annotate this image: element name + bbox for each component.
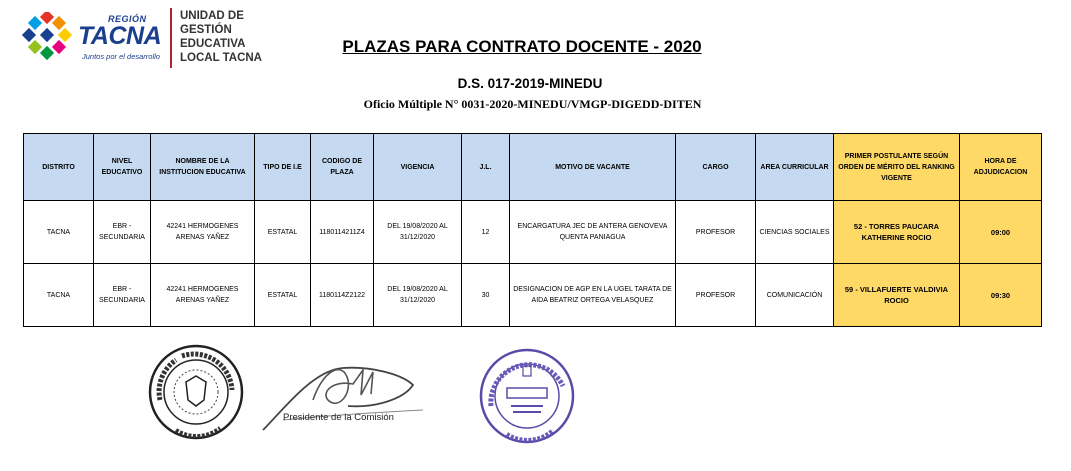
cell-tipo: ESTATAL (255, 264, 311, 327)
cell-jl: 30 (462, 264, 510, 327)
table-row (24, 201, 1042, 264)
page-title (0, 37, 1040, 57)
oficio-reference: Oficio Múltiple N° 0031-2020-MINEDU/VMGP-DIGEDD-DITEN (363, 97, 702, 111)
cell-cargo: PROFESOR (676, 264, 756, 327)
cell-jl: 12 (462, 201, 510, 264)
cell-institucion: 42241 HERMOGENES ARENAS YAÑEZ (151, 201, 255, 264)
cell-institucion: 42241 HERMOGENES ARENAS YAÑEZ (151, 264, 255, 327)
col-header-tipo: TIPO DE I.E (255, 134, 311, 201)
cell-vigencia: DEL 19/08/2020 AL 31/12/2020 (374, 201, 462, 264)
signature-icon (253, 350, 433, 445)
logo-tagline: Juntos por el desarrollo (82, 52, 160, 61)
col-header-hora: HORA DE ADJUDICACION (960, 134, 1042, 201)
cell-area: CIENCIAS SOCIALES (756, 201, 834, 264)
col-header-cargo: CARGO (676, 134, 756, 201)
col-header-institucion: NOMBRE DE LA INSTITUCION EDUCATIVA (151, 134, 255, 201)
cell-distrito: TACNA (24, 264, 94, 327)
signature-caption: Presidente de la Comisión (283, 412, 394, 423)
table-header-row (24, 134, 1042, 201)
logo-name: TACNA (78, 22, 162, 50)
cell-postulante: 59 - VILLAFUERTE VALDIVIA ROCIO (834, 264, 960, 327)
ugel-line: EDUCATIVA (180, 38, 246, 50)
decree-number: D.S. 017-2019-MINEDU (457, 76, 603, 91)
col-header-distrito: DISTRITO (24, 134, 94, 201)
col-header-vigencia: VIGENCIA (374, 134, 462, 201)
cell-hora: 09:30 (960, 264, 1042, 327)
cell-vigencia: DEL 19/08/2020 AL 31/12/2020 (374, 264, 462, 327)
cell-motivo: ENCARGATURA JEC DE ANTERA GENOVEVA QUENTA PANIAGUA (510, 201, 676, 264)
ugel-line: LOCAL TACNA (180, 52, 262, 64)
cell-nivel: EBR - SECUNDARIA (94, 201, 151, 264)
cell-motivo: DESIGNACION DE AGP EN LA UGEL TARATA DE AIDA BEATRIZ ORTEGA VELASQUEZ (510, 264, 676, 327)
cell-area: COMUNICACIÓN (756, 264, 834, 327)
col-header-codigo: CODIGO DE PLAZA (311, 134, 374, 201)
personal-equipment-seal (477, 346, 577, 446)
col-header-area: AREA CURRICULAR (756, 134, 834, 201)
logo-region-label: REGIÓN (108, 14, 147, 24)
col-header-nivel: NIVEL EDUCATIVO (94, 134, 151, 201)
cell-nivel: EBR - SECUNDARIA (94, 264, 151, 327)
cell-tipo: ESTATAL (255, 201, 311, 264)
col-header-jl: J.L. (462, 134, 510, 201)
page-title-text: PLAZAS PARA CONTRATO DOCENTE - 2020 (342, 37, 702, 56)
ugel-line: GESTIÓN (180, 24, 232, 36)
cell-codigo: 1180114Z2122 (311, 264, 374, 327)
cell-hora: 09:00 (960, 201, 1042, 264)
cell-cargo: PROFESOR (676, 201, 756, 264)
col-header-postulante: PRIMER POSTULANTE SEGÚN ORDEN DE MÉRITO DEL RANKING VIGENTE (834, 134, 960, 201)
cell-distrito: TACNA (24, 201, 94, 264)
cell-codigo: 1180114211Z4 (311, 201, 374, 264)
ugel-line: UNIDAD DE (180, 10, 244, 22)
col-header-motivo: MOTIVO DE VACANTE (510, 134, 676, 201)
plazas-table (23, 133, 1042, 327)
cell-postulante: 52 - TORRES PAUCARA KATHERINE ROCIO (834, 201, 960, 264)
area-gestion-seal (146, 342, 246, 442)
table-row (24, 264, 1042, 327)
